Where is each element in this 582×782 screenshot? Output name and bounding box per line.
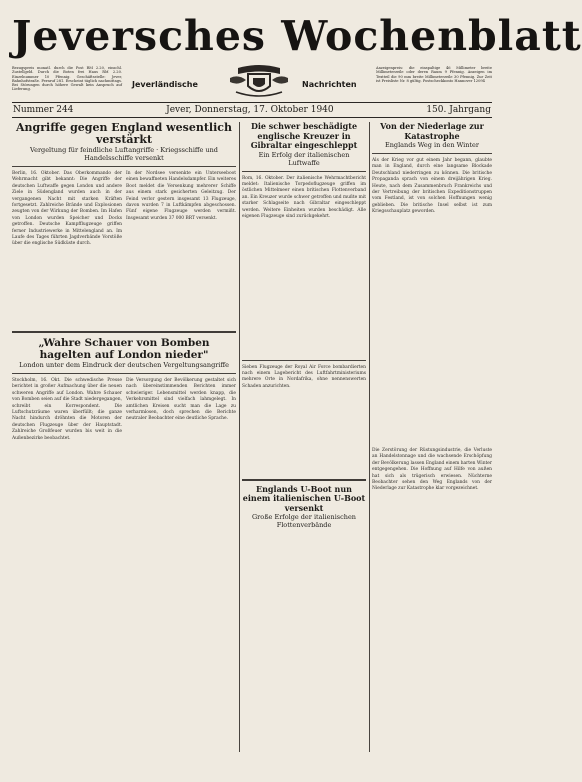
column-3 <box>372 122 492 738</box>
divider <box>242 360 366 361</box>
subscription-note: Bezugspreis monatl. durch die Post RM 2.20, einschl. Zustellgeld. Durch die Boten frei Haus RM 2.20. Einzelnummer 10 Pfennig. Geschäftsstelle: Jever, Bahnhofstraße. Fernruf 281. Erscheint täglich nachmittags. Bei Störungen durch höhere Gewalt kein Anspruch auf Lieferung. <box>12 66 122 92</box>
column-2 <box>242 122 366 529</box>
article-text: Als der Krieg vor gut einem Jahr begann, glaubte man in England, durch eine langsame Blockade Deutschland niederringen zu können. Die britische Propaganda sprach von einem dreijährigen Krieg. Heute, nach dem Zusammenbruch Frankreichs und der Vertreibung der britischen Expeditionstruppen vom Festland, ist von solchen Hoffnungen wenig geblieben. Die britische Insel selbst ist zum Kriegsschauplatz geworden. <box>372 158 492 215</box>
info-bar <box>12 102 492 118</box>
newspaper-title: Jeversches Wochenblatt <box>12 12 582 60</box>
column-divider <box>239 122 240 752</box>
article-london <box>12 378 236 782</box>
article-text: In der Nordsee versenkte ein Unterseeboot einen bewaffneten Handelsdampfer. Ein weiteres Boot meldet die Versenkung mehrerer Schiffe aus einem stark gesicherten Geleitzug. Der Feind verlor gestern insgesamt 13 Flugzeuge, davon wurden 7 in Luftkämpfen abgeschossen. Fünf eigene Flugzeuge werden vermißt. Insgesamt wurden 37 000 BRT versenkt. <box>126 171 236 221</box>
divider <box>242 171 366 172</box>
masthead <box>12 10 582 102</box>
subline-main: Vergeltung für feindliche Luftangriffe · Kriegsschiffe und Handelsschiffe versenkt <box>30 146 218 162</box>
headline-commentary: Von der Niederlage zur Katastrophe <box>380 121 484 141</box>
headline-gibraltar: Die schwer beschädigte englische Kreuzer in Gibraltar eingeschleppt <box>250 121 358 150</box>
article-text: Rom, 16. Oktober. Der italienische Wehrmachtbericht meldet: Italienische Torpedoflugzeuge griffen im östlichen Mittelmeer einen britischen Flottenverband an. Ein Kreuzer wurde schwer getroffen und mußte mit starker Schlagseite nach Gibraltar eingeschleppt werden. Weitere Einheiten wurden beschädigt. Alle eigenen Flugzeuge sind zurückgekehrt. <box>242 175 366 219</box>
column-1 <box>12 122 236 782</box>
subline-gibraltar: Ein Erfolg der italienischen Luftwaffe <box>258 150 350 167</box>
headline-london: „Wahre Schauer von Bomben hagelten auf London nieder" <box>38 337 210 361</box>
headline-main: Angriffe gegen England wesentlich verstärkt <box>16 121 232 146</box>
masthead-subrow <box>12 66 492 100</box>
divider <box>12 331 236 333</box>
column-divider <box>369 122 370 752</box>
subline-london: London unter dem Eindruck der deutschen Vergeltungsangriffe <box>19 361 229 369</box>
issue-number: Nummer 244 <box>13 105 74 115</box>
article-text: Sieben Flugzeuge der Royal Air Force bombardierten nach einem Lagebericht des Luftfahrtministeriums mehrere Orte in Nordafrika, ohne nennenswerten Schaden anzurichten. <box>242 364 366 389</box>
volume-year: 150. Jahrgang <box>426 105 491 115</box>
headline-uboat: Englands U-Boot nun einem italienischen U-Boot versenkt <box>242 483 366 513</box>
article-text: Die Versorgung der Bevölkerung gestaltet sich nach übereinstimmenden Berichten immer schwieriger. Lebensmittel werden knapp, die Verkehrsmittel sind vielfach lahmgelegt. In amtlichen Kreisen sucht man die Lage zu verharmlosen, doch sprechen die Berichte neutraler Beobachter eine deutliche Sprache. <box>126 378 236 422</box>
subtitle-right: Nachrichten <box>302 80 357 89</box>
subtitle-left: Jeverländische <box>132 80 198 89</box>
divider <box>372 153 492 154</box>
advertising-note: Anzeigenpreis: die einspaltige 46 Millimeter breite Millimeterzeile oder deren Raum 9 Pfennig. Anzeigen im Textteil die 90 mm breite Millimeterzeile 30 Pfennig. Zur Zeit ist Preisliste Nr. 8 gültig. Postscheckkonto Hannover 12094 <box>376 66 492 83</box>
article-text: Stockholm, 16. Okt. Die schwedische Presse berichtet in großer Aufmachung über die neuen schweren Angriffe auf London. Wahre Schauer von Bomben seien auf die Stadt niedergegangen, schreibt ein Korrespondent. Die Luftschutzräume waren überfüllt; die ganze Nacht hindurch dröhnten die Motoren der deutschen Flugzeuge über der Hauptstadt. Zahlreiche Großfeuer wurden bis weit in die Außenbezirke beobachtet. <box>12 378 122 441</box>
article-columns <box>12 122 492 752</box>
subline-commentary: Englands Weg in den Winter <box>384 141 479 149</box>
divider <box>242 479 366 481</box>
article-text: Berlin, 16. Oktober. Das Oberkommando der Wehrmacht gibt bekannt: Die Angriffe der deutschen Luftwaffe gegen London und andere Ziele in Südengland wurden auch in der vergangenen Nacht mit starken Kräften fortgesetzt. Zahlreiche Brände und Explosionen zeugten von der Wirkung der Bomben. Im Hafen von London wurden Speicher und Docks getroffen. Deutsche Kampfflugzeuge griffen ferner Industriewerke in Mittelengland an. Im Laufe des Tages führten Jagdverbände Vorstöße über die englische Südküste durch. <box>12 171 122 247</box>
article-text: Die Zerstörung der Rüstungsindustrie, die Verluste an Handelstonnage und die wachsende Erschöpfung der Bevölkerung lassen England einem harten Winter entgegengehen. Die Hoffnung auf Hilfe von außen hat sich als trügerisch erwiesen. Nüchterne Beobachter sehen den Weg Englands von der Niederlage zur Katastrophe klar vorgezeichnet. <box>372 448 492 492</box>
divider <box>12 166 236 167</box>
article-main <box>12 171 236 327</box>
subline-uboat: Große Erfolge der italienischen Flottenverbände <box>251 513 356 529</box>
issue-date: Jever, Donnerstag, 17. Oktober 1940 <box>166 105 334 115</box>
divider <box>12 373 236 374</box>
coat-of-arms-icon <box>226 64 292 98</box>
